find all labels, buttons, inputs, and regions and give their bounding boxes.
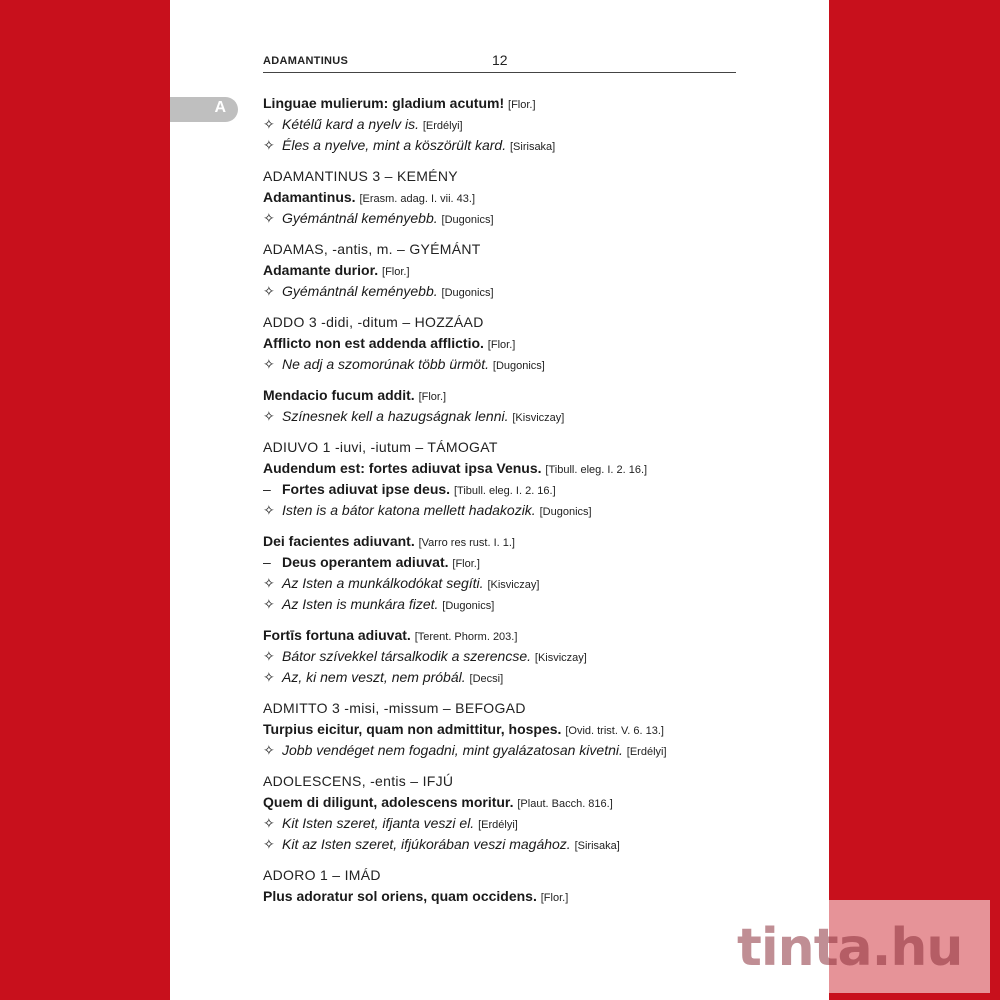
translation-marker-icon: ✧ bbox=[263, 502, 275, 518]
letter-tab-label: A bbox=[214, 99, 226, 116]
latin-proverb: Mendacio fucum addit. [Flor.] bbox=[263, 387, 447, 403]
translation: ✧ Az, ki nem veszt, nem próbál. [Decsi] bbox=[263, 667, 783, 688]
latin-proverb: Adamante durior. [Flor.] bbox=[263, 262, 410, 278]
headword: ADORO 1 – IMÁD bbox=[263, 867, 381, 883]
translation: ✧ Kit az Isten szeret, ifjúkorában veszi magához. [Sirisaka] bbox=[263, 834, 783, 855]
page-number: 12 bbox=[492, 52, 508, 68]
latin-proverb: Adamantinus. [Erasm. adag. I. vii. 43.] bbox=[263, 189, 476, 205]
latin-variant: – Deus operantem adiuvat. [Flor.] bbox=[263, 554, 480, 570]
latin-variant: – Fortes adiuvat ipse deus. [Tibull. eleg. I. 2. 16.] bbox=[263, 481, 556, 497]
translation: ✧ Bátor szívekkel társalkodik a szerencse. [Kisviczay] bbox=[263, 646, 783, 667]
translation: ✧ Jobb vendéget nem fogadni, mint gyalázatosan kivetni. [Erdélyi] bbox=[263, 740, 783, 761]
dictionary-content bbox=[263, 93, 783, 907]
headword: ADOLESCENS, -entis – IFJÚ bbox=[263, 773, 454, 789]
latin-proverb: Afflicto non est addenda afflictio. [Flor.] bbox=[263, 335, 516, 351]
translation-marker-icon: ✧ bbox=[263, 742, 275, 758]
watermark-text: tinta.hu bbox=[737, 918, 963, 978]
translation-marker-icon: ✧ bbox=[263, 137, 275, 153]
latin-proverb: Turpius eicitur, quam non admittitur, hospes. [Ovid. trist. V. 6. 13.] bbox=[263, 721, 664, 737]
translation-marker-icon: ✧ bbox=[263, 669, 275, 685]
translation-marker-icon: ✧ bbox=[263, 836, 275, 852]
translation: ✧ Színesnek kell a hazugságnak lenni. [Kisviczay] bbox=[263, 406, 783, 427]
latin-proverb: Linguae mulierum: gladium acutum! [Flor.] bbox=[263, 95, 536, 111]
headword: ADDO 3 -didi, -ditum – HOZZÁAD bbox=[263, 314, 484, 330]
headword: ADIUVO 1 -iuvi, -iutum – TÁMOGAT bbox=[263, 439, 498, 455]
latin-proverb: Dei facientes adiuvant. [Varro res rust. I. 1.] bbox=[263, 533, 515, 549]
translation: ✧ Gyémántnál keményebb. [Dugonics] bbox=[263, 281, 783, 302]
watermark-logo bbox=[737, 900, 990, 993]
running-head bbox=[263, 54, 736, 73]
translation: ✧ Isten is a bátor katona mellett hadakozik. [Dugonics] bbox=[263, 500, 783, 521]
translation-marker-icon: ✧ bbox=[263, 283, 275, 299]
translation: ✧ Kétélű kard a nyelv is. [Erdélyi] bbox=[263, 114, 783, 135]
letter-tab bbox=[170, 97, 238, 122]
translation-marker-icon: ✧ bbox=[263, 596, 275, 612]
translation: ✧ Éles a nyelve, mint a köszörült kard. [Sirisaka] bbox=[263, 135, 783, 156]
translation-marker-icon: ✧ bbox=[263, 210, 275, 226]
translation: ✧ Kit Isten szeret, ifjanta veszi el. [Erdélyi] bbox=[263, 813, 783, 834]
translation: ✧ Az Isten is munkára fizet. [Dugonics] bbox=[263, 594, 783, 615]
translation: ✧ Gyémántnál keményebb. [Dugonics] bbox=[263, 208, 783, 229]
running-head-word: ADAMANTINUS bbox=[263, 55, 349, 67]
translation: ✧ Ne adj a szomorúnak több ürmöt. [Dugonics] bbox=[263, 354, 783, 375]
translation: ✧ Az Isten a munkálkodókat segíti. [Kisviczay] bbox=[263, 573, 783, 594]
translation-marker-icon: ✧ bbox=[263, 815, 275, 831]
headword: ADAMAS, -antis, m. – GYÉMÁNT bbox=[263, 241, 481, 257]
translation-marker-icon: ✧ bbox=[263, 575, 275, 591]
translation-marker-icon: ✧ bbox=[263, 116, 275, 132]
latin-proverb: Plus adoratur sol oriens, quam occidens. [Flor.] bbox=[263, 888, 569, 904]
latin-proverb: Quem di diligunt, adolescens moritur. [Plaut. Bacch. 816.] bbox=[263, 794, 613, 810]
latin-proverb: Audendum est: fortes adiuvat ipsa Venus. [Tibull. eleg. I. 2. 16.] bbox=[263, 460, 648, 476]
headword: ADAMANTINUS 3 – KEMÉNY bbox=[263, 168, 458, 184]
translation-marker-icon: ✧ bbox=[263, 356, 275, 372]
translation-marker-icon: ✧ bbox=[263, 648, 275, 664]
headword: ADMITTO 3 -misi, -missum – BEFOGAD bbox=[263, 700, 526, 716]
latin-proverb: Fortīs fortuna adiuvat. [Terent. Phorm. 203.] bbox=[263, 627, 518, 643]
translation-marker-icon: ✧ bbox=[263, 408, 275, 424]
